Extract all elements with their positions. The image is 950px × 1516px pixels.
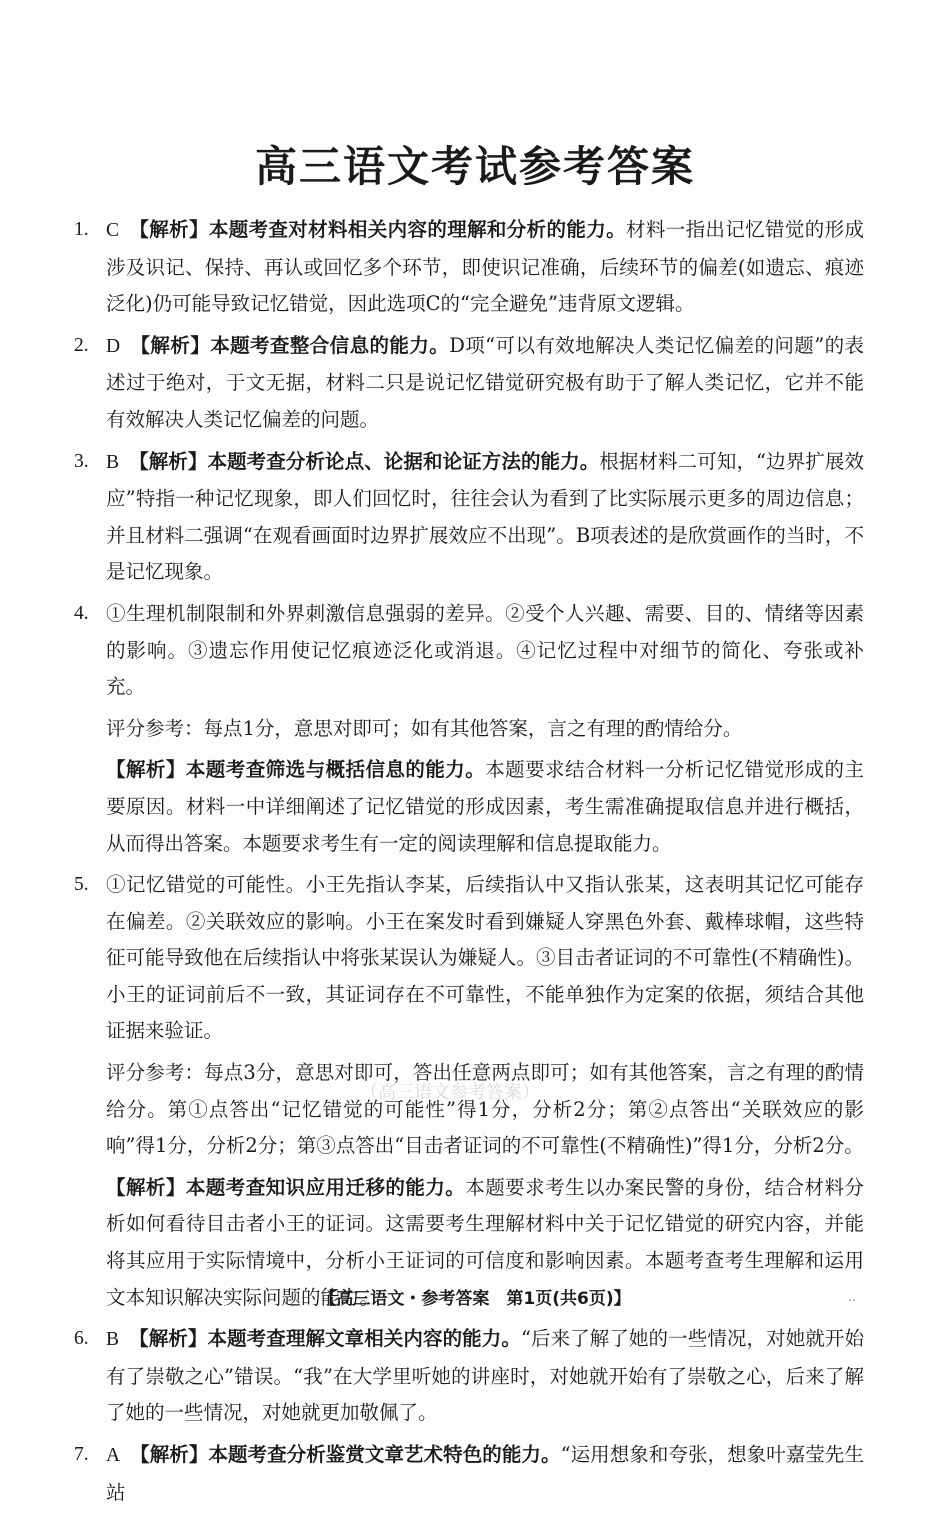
- answer-4: [74, 596, 864, 706]
- answer-choice: B: [106, 451, 120, 473]
- answer-choice: B: [106, 1329, 120, 1351]
- analysis-statement: 本题考查理解文章相关内容的能力。: [207, 1327, 521, 1351]
- answer-1: [74, 212, 864, 323]
- answer-number: 7.: [74, 1444, 89, 1465]
- answer-number: 2.: [74, 334, 89, 356]
- answer-text: ①生理机制限制和外界刺激信息强弱的差异。②受个人兴趣、需要、目的、情绪等因素的影响。③遗忘作用使记忆痕迹泛化或消退。④记忆过程中对细节的简化、夸张或补充。: [106, 601, 864, 699]
- analysis-statement: 本题考查分析论点、论据和论证方法的能力。: [207, 449, 600, 473]
- answer-number: 3.: [74, 450, 89, 472]
- analysis-statement: 本题考查对材料相关内容的理解和分析的能力。: [208, 218, 626, 241]
- answer-choice: D: [106, 335, 121, 357]
- analysis-tag: 【解析】: [129, 218, 209, 241]
- analysis-tag: 【解析】: [130, 1443, 209, 1466]
- answer-3: [74, 444, 864, 591]
- analysis-statement: 本题考查整合信息的能力。: [210, 333, 450, 357]
- scoring-5: 评分参考：每点3分，意思对即可，答出任意两点即可；如有其他答案，言之有理的酌情给分。第①点答出“记忆错觉的可能性”得1分，分析2分；第②点答出“关联效应的影响”得1分，分析2分；第③点答出“目击者证词的不可靠性(不精确性)”得1分，分析2分。: [106, 1061, 864, 1158]
- analysis-tag: 【解析】: [129, 449, 208, 473]
- answer-number: 5.: [74, 874, 89, 896]
- answer-2: [74, 328, 864, 439]
- answer-7: [74, 1437, 864, 1511]
- analysis-tag: 【解析】: [106, 758, 186, 782]
- analysis-statement: 本题考查知识应用迁移的能力。: [185, 1175, 466, 1199]
- page-footer: 【高三语文・参考答案 第1页(共6页)】: [319, 1289, 631, 1309]
- analysis-text: 本题要求结合材料一分析记忆错觉形成的主要原因。材料一中详细阐述了记忆错觉的形成因素，考生需准确提取信息并进行概括，从而得出答案。本题要求考生有一定的阅读理解和信息提取能力。: [106, 758, 864, 855]
- analysis-text: 材料一指出记忆错觉的形成涉及识记、保持、再认或回忆多个环节，即使识记准确，后续环节的偏差(如遗忘、痕迹泛化)仍可能导致记忆错觉，因此选项C的“完全避免”违背原文逻辑。: [106, 218, 864, 316]
- answer-text: ①记忆错觉的可能性。小王先指认李某，后续指认中又指认张某，这表明其记忆可能存在偏差。②关联效应的影响。小王在案发时看到嫌疑人穿黑色外套、戴棒球帽，这些特征可能导致他在后续指认中将张某误认为嫌疑人。③目击者证词的不可靠性(不精确性)。小王的证词前后不一致，其证词存在不可靠性，不能单独作为定案的依据，须结合其他证据来验证。: [106, 873, 864, 1043]
- scoring-4: 评分参考：每点1分，意思对即可；如有其他答案，言之有理的酌情给分。: [106, 716, 743, 740]
- answer-choice: A: [106, 1445, 121, 1466]
- analysis-text: D项“可以有效地解决人类记忆偏差的问题”的表述过于绝对，于文无据，材料二只是说记忆错觉研究极有助于了解人类记忆，它并不能有效解决人类记忆偏差的问题。: [106, 333, 864, 431]
- watermark: （高三语文参考答案）: [360, 1082, 540, 1103]
- analysis-statement: 本题考查分析鉴赏文章艺术特色的能力。: [208, 1443, 561, 1466]
- footer-dots: ..: [848, 1290, 856, 1304]
- answer-choice: C: [106, 220, 120, 241]
- analysis-statement: 本题考查筛选与概括信息的能力。: [185, 758, 486, 782]
- answer-5: [74, 867, 864, 1050]
- analysis-text: “后来了解了她的一些情况，对她就开始有了崇敬之心”错误。“我”在大学里听她的讲座时，对她就开始有了崇敬之心，后来了解了她的一些情况，对她就更加敬佩了。: [106, 1327, 864, 1425]
- analysis-text: 根据材料二可知，“边界扩展效应”特指一种记忆现象，即人们回忆时，往往会认为看到了比实际展示更多的周边信息；并且材料二强调“在观看画面时边界扩展效应不出现”。B项表述的是欣赏画作的当时，不是记忆现象。: [106, 449, 864, 584]
- answer-number: 4.: [74, 602, 89, 624]
- answer-number: 6.: [74, 1328, 89, 1350]
- answer-list: [74, 212, 864, 1516]
- answer-6: [74, 1321, 864, 1432]
- analysis-tag: 【解析】: [130, 333, 211, 357]
- page-title: 高三语文考试参考答案: [254, 142, 695, 191]
- analysis-text: 本题要求考生以办案民警的身份，结合材料分析如何看待目击者小王的证词。这需要考生理解材料中关于记忆错觉的研究内容，并能将其应用于实际情境中，分析小王证词的可信度和影响因素。本题考查考生理解和运用文本知识解决实际问题的能力。: [106, 1175, 864, 1309]
- analysis-tag: 【解析】: [129, 1327, 208, 1351]
- analysis-text: “运用想象和夸张，想象叶嘉莹先生站: [106, 1443, 864, 1504]
- analysis-tag: 【解析】: [106, 1175, 186, 1199]
- answer-number: 1.: [74, 219, 89, 240]
- analysis-4: [74, 752, 864, 862]
